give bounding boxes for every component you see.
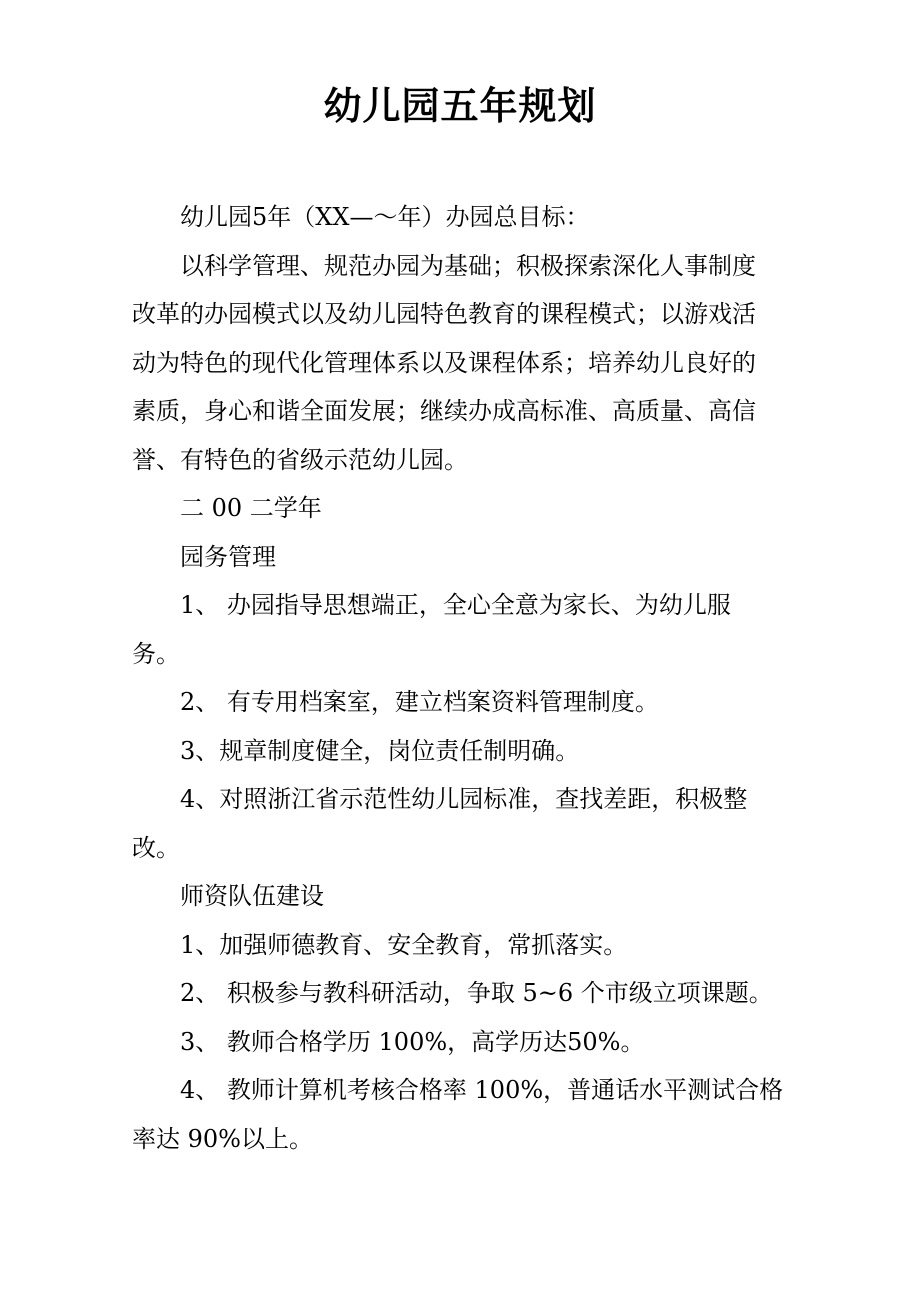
list-item-admin-3: 3、规章制度健全，岗位责任制明确。 [180, 736, 580, 765]
paragraph-line-3: 改革的办园模式以及幼儿园特色教育的课程模式；以游戏活 [132, 300, 756, 328]
paragraph-line-4: 动为特色的现代化管理体系以及课程体系；培养幼儿良好的 [132, 348, 756, 377]
document-body [132, 193, 792, 1163]
list-item-admin-4: 4、对照浙江省示范性幼儿园标准，查找差距，积极整 [180, 785, 748, 813]
list-item-teachers-2: 2、 积极参与教科研活动，争取 5~6 个市级立项课题。 [180, 979, 773, 1007]
paragraph-line-2: 以科学管理、规范办园为基础；积极探索深化人事制度 [180, 251, 756, 280]
list-item-teachers-3: 3、 教师合格学历 100%，高学历达50%。 [180, 1027, 645, 1056]
list-item-teachers-4: 4、 教师计算机考核合格率 100%，普通话水平测试合格 [180, 1076, 784, 1104]
list-item-admin-4-cont: 改。 [132, 833, 180, 862]
paragraph-line-1: 幼儿园5年（XX—～年）办园总目标： [180, 203, 590, 231]
list-item-teachers-4-cont: 率达 90%以上。 [132, 1124, 313, 1153]
section-heading-teachers: 师资队伍建设 [180, 882, 324, 910]
paragraph-line-5: 素质，身心和谐全面发展；继续办成高标准、高质量、高信 [132, 397, 756, 425]
list-item-admin-1: 1、 办园指导思想端正，全心全意为家长、为幼儿服 [180, 591, 731, 619]
list-item-admin-1-cont: 务。 [132, 639, 180, 668]
document-title: 幼儿园五年规划 [323, 83, 597, 128]
section-heading-admin: 园务管理 [180, 542, 276, 571]
list-item-teachers-1: 1、加强师德教育、安全教育，常抓落实。 [180, 930, 628, 959]
paragraph-line-6: 誉、有特色的省级示范幼儿园。 [132, 445, 468, 474]
section-heading-year: 二 00 二学年 [180, 494, 322, 522]
list-item-admin-2: 2、 有专用档案室，建立档案资料管理制度。 [180, 688, 659, 716]
